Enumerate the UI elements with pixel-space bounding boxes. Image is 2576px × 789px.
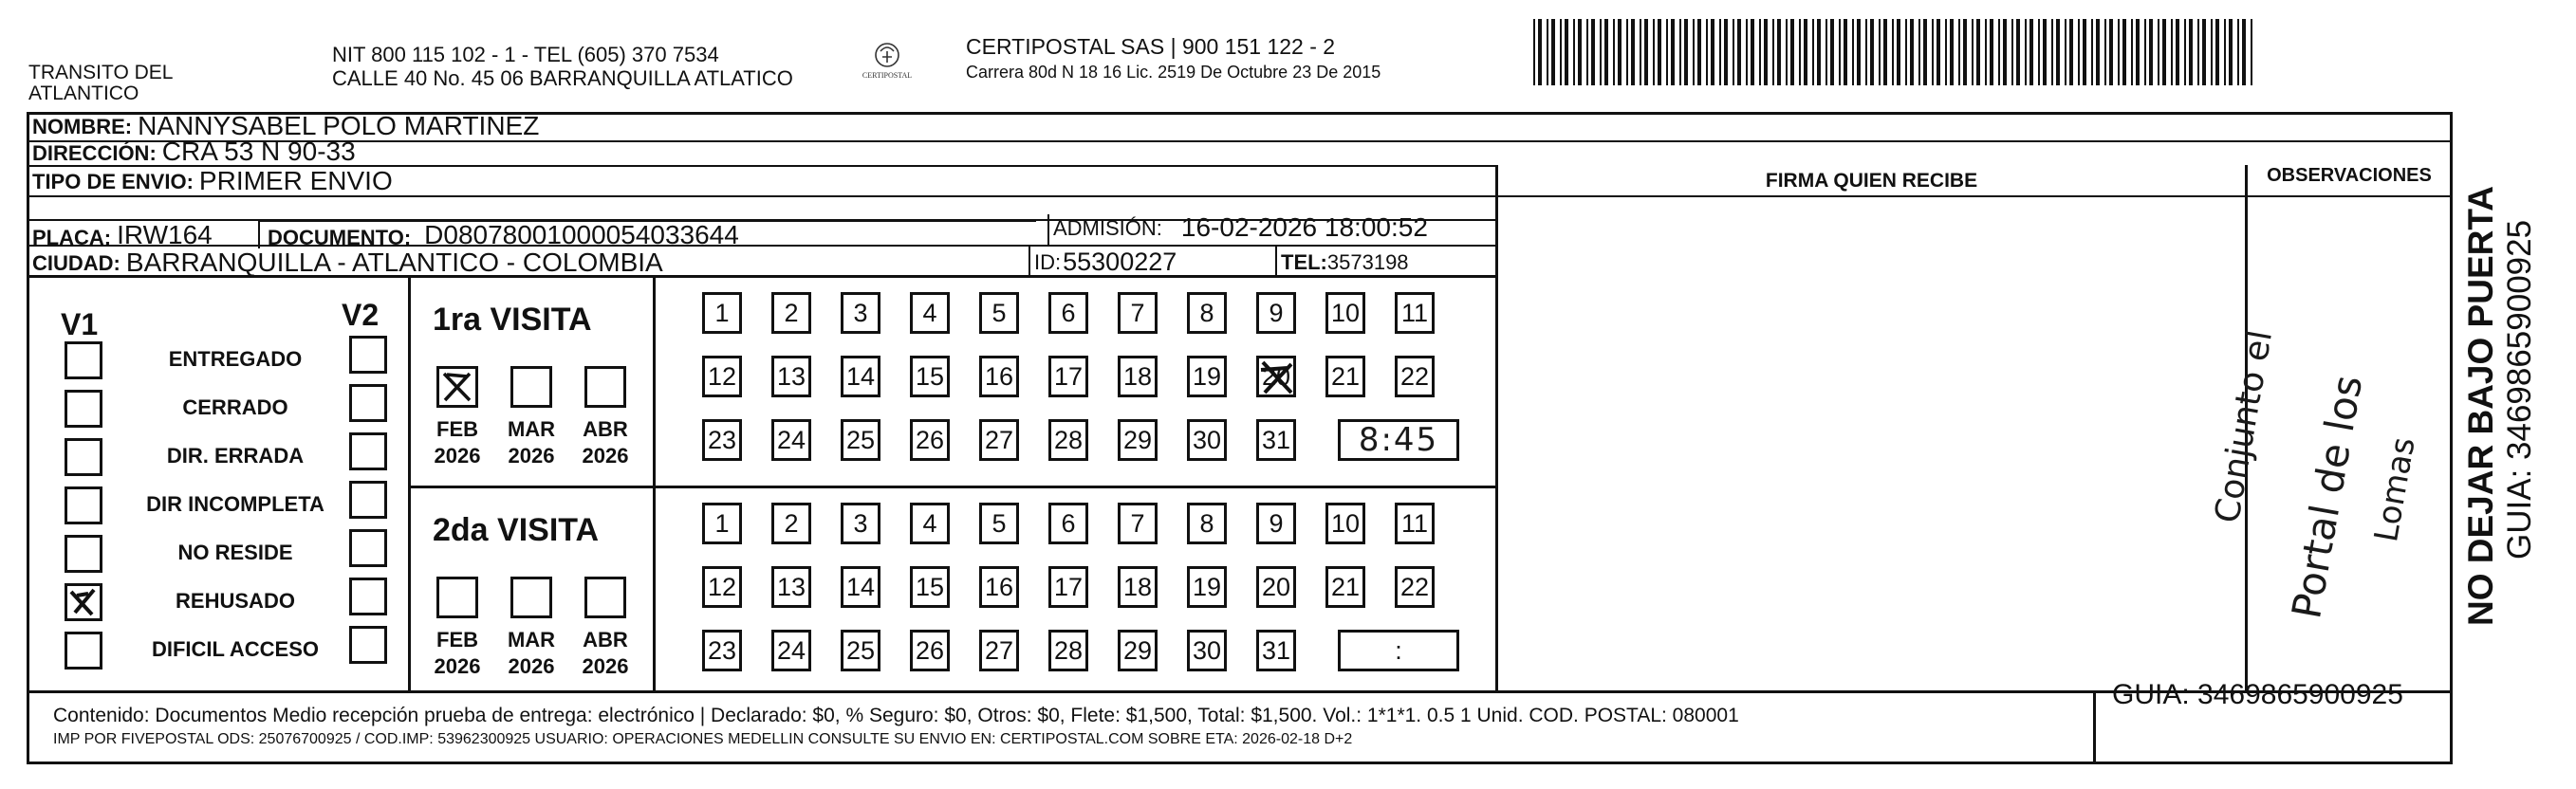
documento-label: DOCUMENTO: [268, 226, 412, 249]
day-box[interactable]: 31 [1256, 630, 1296, 671]
day-box[interactable]: 26 [910, 630, 950, 671]
day-box[interactable]: 5 [979, 292, 1019, 334]
tipo-envio-label: TIPO DE ENVIO: [32, 170, 194, 193]
nit-phone: NIT 800 115 102 - 1 - TEL (605) 370 7534 [332, 43, 719, 66]
day-box[interactable]: 17 [1048, 356, 1088, 397]
no-dejar-bajo-puerta: NO DEJAR BAJO PUERTA [2461, 186, 2500, 626]
tel-value: 3573198 [1326, 250, 1409, 274]
month-checkbox[interactable] [584, 366, 626, 408]
day-box[interactable]: 29 [1118, 419, 1158, 461]
nombre-value: NANNYSABEL POLO MARTINEZ [138, 111, 540, 140]
day-box[interactable]: 18 [1118, 566, 1158, 608]
month-checkbox[interactable] [436, 366, 478, 408]
day-box[interactable]: 5 [979, 503, 1019, 544]
direccion-value: CRA 53 N 90-33 [161, 137, 356, 166]
status-option-label: CERRADO [182, 395, 288, 419]
imp-line: IMP POR FIVEPOSTAL ODS: 25076700925 / COD.IMP: 53962300925 USUARIO: OPERACIONES MEDELLIN CONSULTE SU ENVIO EN: CERTIPOSTAL.COM SOBRE ETA: 2026-02-18 D+2 [53, 731, 1353, 747]
day-box[interactable]: 22 [1395, 566, 1435, 608]
tipo-envio-field [32, 167, 1493, 195]
tel-label: TEL: [1281, 250, 1327, 274]
visit-title: 1ra VISITA [433, 302, 592, 338]
v1-checkbox[interactable] [65, 390, 102, 428]
direccion-label: DIRECCIÓN: [32, 141, 157, 165]
v1-checkbox[interactable] [65, 583, 102, 621]
v2-checkbox[interactable] [349, 384, 387, 422]
certipostal-logo: CERTIPOSTAL [854, 40, 920, 89]
day-box[interactable]: 3 [841, 292, 880, 334]
rule [408, 486, 1495, 488]
day-box[interactable]: 11 [1395, 292, 1435, 334]
id-field [1034, 247, 1177, 275]
placa-value: IRW164 [117, 220, 213, 249]
day-box[interactable]: 30 [1187, 419, 1227, 461]
day-box[interactable]: 16 [979, 356, 1019, 397]
divider [1029, 245, 1030, 275]
day-box[interactable]: 20 [1256, 566, 1296, 608]
day-box[interactable]: 8 [1187, 503, 1227, 544]
day-box[interactable]: 13 [771, 566, 811, 608]
day-box[interactable]: 29 [1118, 630, 1158, 671]
year-label: 2026 [582, 444, 629, 468]
placa-label: PLACA: [32, 226, 112, 249]
side-guia-number: GUIA: 3469865900925 [2501, 219, 2538, 560]
v2-checkbox[interactable] [349, 529, 387, 567]
day-box[interactable]: 6 [1048, 503, 1088, 544]
id-value: 55300227 [1063, 248, 1177, 276]
status-option-label: DIR. ERRADA [166, 444, 305, 468]
day-box[interactable]: 22 [1395, 356, 1435, 397]
divider [1047, 214, 1049, 245]
issuer-address: CALLE 40 No. 45 06 BARRANQUILLA ATLATICO [332, 66, 793, 90]
day-box[interactable]: 10 [1325, 292, 1365, 334]
day-box[interactable]: 27 [979, 630, 1019, 671]
month-checkbox[interactable] [436, 577, 478, 618]
day-box[interactable]: 26 [910, 419, 950, 461]
v2-checkbox[interactable] [349, 578, 387, 615]
month-label: FEB [436, 417, 478, 441]
visit-title: 2da VISITA [433, 512, 600, 548]
day-box[interactable]: 24 [771, 630, 811, 671]
day-box[interactable]: 30 [1187, 630, 1227, 671]
day-box[interactable]: 25 [841, 630, 880, 671]
day-box[interactable]: 28 [1048, 419, 1088, 461]
v2-checkbox[interactable] [349, 336, 387, 374]
v2-checkbox[interactable] [349, 481, 387, 519]
v1-checkbox[interactable] [65, 341, 102, 379]
day-box[interactable]: 1 [702, 292, 742, 334]
year-label: 2026 [508, 444, 555, 468]
year-label: 2026 [582, 654, 629, 678]
observations-area [2208, 197, 2450, 688]
divider [408, 275, 411, 690]
time-box[interactable]: 8:45 [1338, 419, 1459, 461]
org-name-line1: TRANSITO DEL [28, 62, 174, 83]
day-box[interactable]: 18 [1118, 356, 1158, 397]
observation-handwriting-3: Lomas [2367, 434, 2423, 545]
documento-field [268, 220, 739, 249]
day-box[interactable]: 4 [910, 292, 950, 334]
divider [1275, 245, 1277, 275]
admision-field [1053, 212, 1428, 241]
placa-field [32, 220, 213, 249]
day-box[interactable]: 23 [702, 630, 742, 671]
direccion-field [32, 137, 1493, 166]
status-option-label: DIFICIL ACCESO [151, 637, 319, 661]
contenido-line: Contenido: Documentos Medio recepción prueba de entrega: electrónico | Declarado: $0, % Seguro: $0, Otros: $0, Flete: $1,500, Total: $1,500. Vol.: 1*1*1. 0.5 1 Unid. COD. POSTAL: 080001 [53, 705, 1739, 726]
v1-label: V1 [61, 307, 99, 341]
day-box[interactable]: 7 [1118, 292, 1158, 334]
observation-handwriting-2: Portal de los [2283, 372, 2372, 622]
year-label: 2026 [434, 444, 481, 468]
day-box[interactable]: 19 [1187, 356, 1227, 397]
day-box[interactable]: 21 [1325, 566, 1365, 608]
day-box[interactable]: 25 [841, 419, 880, 461]
day-box[interactable]: 21 [1325, 356, 1365, 397]
day-box[interactable]: 12 [702, 566, 742, 608]
day-cross-mark [1259, 358, 1295, 403]
day-box[interactable]: 2 [771, 503, 811, 544]
day-box[interactable]: 15 [910, 356, 950, 397]
month-checkbox[interactable] [510, 577, 552, 618]
firma-label: FIRMA QUIEN RECIBE [1765, 170, 1978, 192]
day-box[interactable]: 8 [1187, 292, 1227, 334]
month-label: FEB [436, 628, 478, 651]
day-box[interactable]: 20 [1256, 356, 1296, 397]
day-box[interactable]: 2 [771, 292, 811, 334]
day-box[interactable]: 28 [1048, 630, 1088, 671]
status-option-label: NO RESIDE [177, 541, 293, 564]
month-checkbox[interactable] [584, 577, 626, 618]
v2-checkbox[interactable] [349, 432, 387, 470]
barcode [1529, 19, 2261, 85]
day-box[interactable]: 24 [771, 419, 811, 461]
tipo-envio-value: PRIMER ENVIO [198, 166, 393, 195]
month-label: ABR [583, 417, 628, 441]
year-label: 2026 [434, 654, 481, 678]
day-box[interactable]: 1 [702, 503, 742, 544]
signature-area[interactable] [1499, 197, 2244, 688]
day-box[interactable]: 23 [702, 419, 742, 461]
day-box[interactable]: 14 [841, 566, 880, 608]
time-box[interactable]: : [1338, 630, 1459, 671]
ciudad-field [32, 248, 663, 276]
divider [1495, 165, 1498, 690]
v2-label: V2 [342, 298, 380, 332]
admision-label: ADMISIÓN: [1053, 216, 1162, 240]
day-box[interactable]: 31 [1256, 419, 1296, 461]
year-label: 2026 [508, 654, 555, 678]
day-box[interactable]: 17 [1048, 566, 1088, 608]
v1-checkbox[interactable] [65, 632, 102, 670]
company-info: CERTIPOSTAL SAS | 900 151 122 - 2 [966, 34, 1336, 59]
day-box[interactable]: 16 [979, 566, 1019, 608]
v2-checkbox[interactable] [349, 626, 387, 664]
org-name-line2: ATLANTICO [28, 83, 139, 104]
id-label: ID: [1034, 250, 1062, 274]
day-box[interactable]: 10 [1325, 503, 1365, 544]
status-option-label: DIR INCOMPLETA [146, 492, 324, 516]
divider [653, 275, 656, 690]
day-box[interactable]: 15 [910, 566, 950, 608]
status-option-label: ENTREGADO [168, 347, 303, 371]
day-box[interactable]: 6 [1048, 292, 1088, 334]
admision-value: 16-02-2026 18:00:52 [1180, 212, 1428, 242]
day-box[interactable]: 27 [979, 419, 1019, 461]
day-box[interactable]: 13 [771, 356, 811, 397]
month-checkbox[interactable] [510, 366, 552, 408]
documento-value: D08078001000054033644 [424, 220, 739, 249]
ciudad-value: BARRANQUILLA - ATLANTICO - COLOMBIA [125, 248, 663, 277]
v1-checkbox[interactable] [65, 438, 102, 476]
observaciones-label: OBSERVACIONES [2267, 165, 2432, 186]
rule [27, 690, 2453, 693]
day-box[interactable]: 12 [702, 356, 742, 397]
guia-number-box: GUIA: 3469865900925 [2112, 679, 2403, 710]
month-label: ABR [583, 628, 628, 651]
nombre-label: NOMBRE: [32, 115, 133, 138]
month-label: MAR [507, 628, 556, 651]
day-box[interactable]: 9 [1256, 503, 1296, 544]
day-box[interactable]: 14 [841, 356, 880, 397]
tel-field [1281, 248, 1409, 275]
divider [2093, 690, 2096, 764]
day-box[interactable]: 4 [910, 503, 950, 544]
v1-checkbox[interactable] [65, 486, 102, 524]
v1-checkbox[interactable] [65, 535, 102, 573]
observation-handwriting-1: Conjunto el [2208, 327, 2281, 526]
month-label: MAR [507, 417, 556, 441]
company-address: Carrera 80d N 18 16 Lic. 2519 De Octubre 23 De 2015 [966, 63, 1381, 82]
ciudad-label: CIUDAD: [32, 251, 120, 275]
day-box[interactable]: 9 [1256, 292, 1296, 334]
day-box[interactable]: 3 [841, 503, 880, 544]
day-box[interactable]: 7 [1118, 503, 1158, 544]
day-box[interactable]: 11 [1395, 503, 1435, 544]
status-option-label: REHUSADO [176, 589, 295, 613]
day-box[interactable]: 19 [1187, 566, 1227, 608]
